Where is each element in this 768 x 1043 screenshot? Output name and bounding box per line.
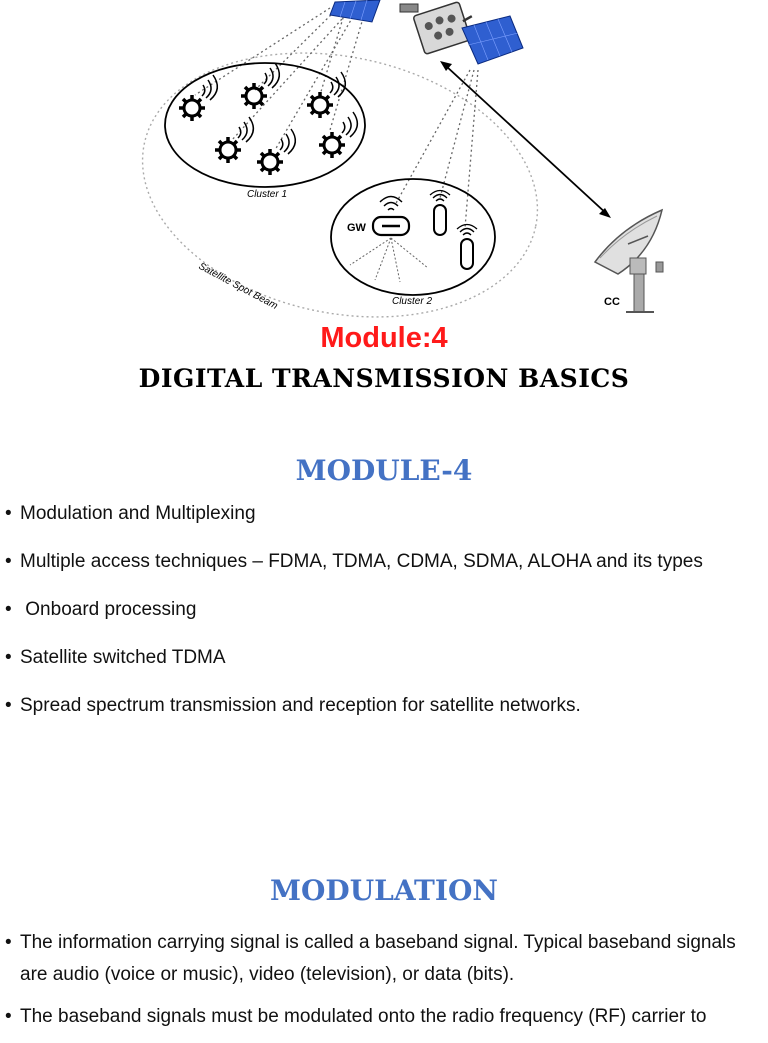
module-number-title: Module:4 <box>320 322 448 354</box>
list-item: • The information carrying signal is called a baseband signal. Typical baseband signals are audio (voice or music), video (television), or data (bits). <box>0 927 768 991</box>
list-item: • Satellite switched TDMA <box>0 642 768 674</box>
modulation-point-list <box>0 927 768 1043</box>
page-title: DIGITAL TRANSMISSION BASICS <box>138 364 630 393</box>
module-heading: MODULE-4 <box>295 454 473 487</box>
list-item: • Onboard processing <box>0 594 768 626</box>
satellite-network-diagram <box>0 0 768 320</box>
list-item: • Spread spectrum transmission and reception for satellite networks. <box>0 690 768 722</box>
list-item: • Modulation and Multiplexing <box>0 498 768 530</box>
modulation-heading: MODULATION <box>270 874 498 907</box>
spot-beam-label: Satellite Spot Beam <box>196 260 280 312</box>
gateway-label: GW <box>347 222 366 234</box>
cluster-1-label: Cluster 1 <box>246 189 288 200</box>
module-topic-list <box>0 498 768 738</box>
cluster-2-label: Cluster 2 <box>391 296 433 307</box>
control-center-label: CC <box>604 296 620 308</box>
list-item: • The baseband signals must be modulated onto the radio frequency (RF) carrier to <box>0 1001 768 1033</box>
list-item: • Multiple access techniques – FDMA, TDMA, CDMA, SDMA, ALOHA and its types <box>0 546 768 578</box>
